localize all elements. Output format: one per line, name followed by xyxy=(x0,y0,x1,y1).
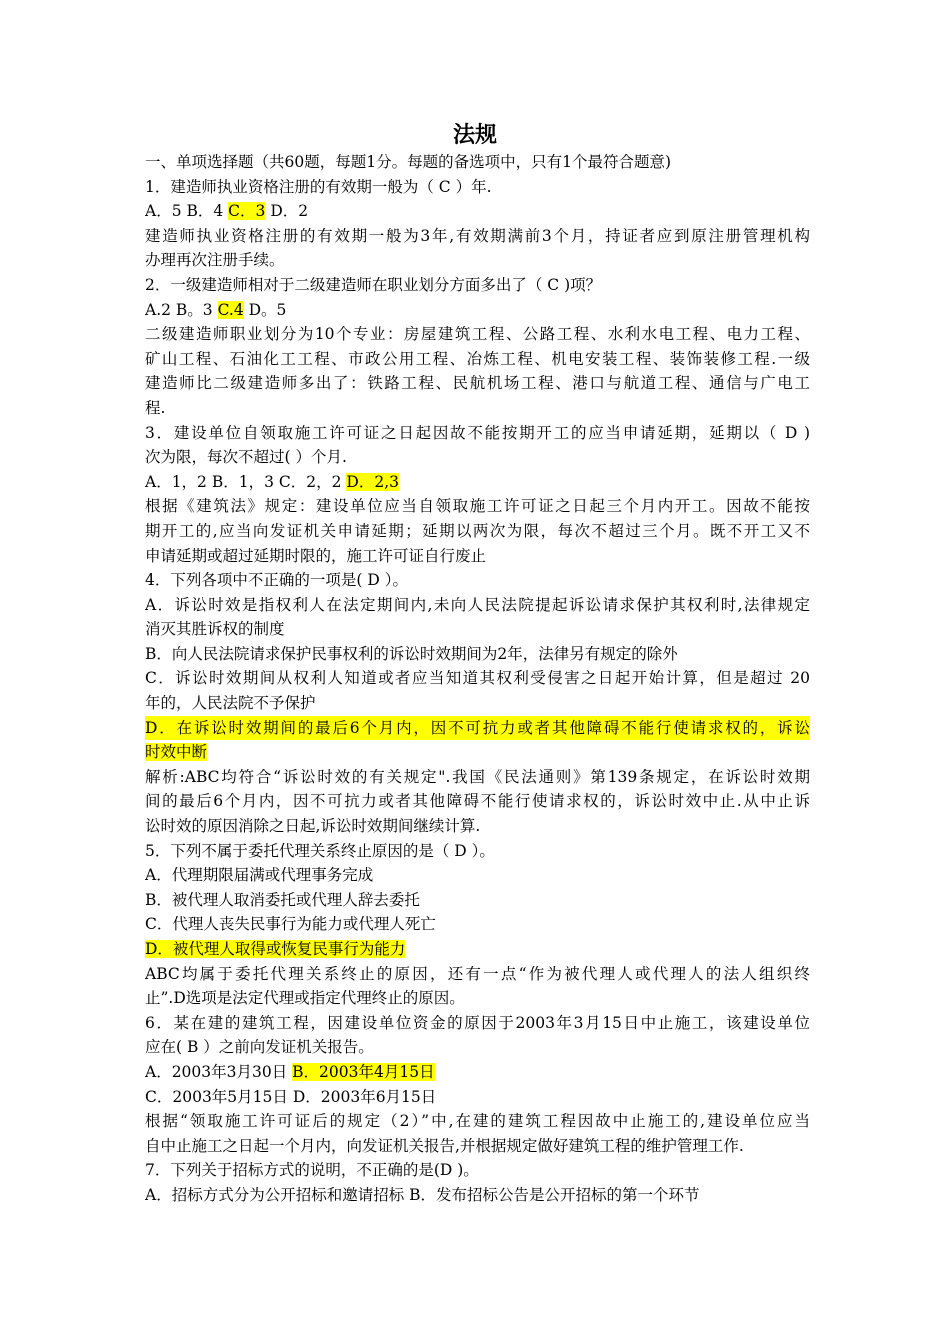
question-1-stem: 1．建造师执业资格注册的有效期一般为（ C ）年. xyxy=(145,177,492,196)
correct-answer-highlight: C．3 xyxy=(228,202,266,221)
question-7-stem: 7．下列关于招标方式的说明，不正确的是(D )。 xyxy=(145,1161,479,1180)
options-text: A．2003年3月30日 xyxy=(145,1062,293,1081)
option-a: 消灭其胜诉权的制度 xyxy=(145,620,285,639)
question-2-stem: 2．一级建造师相对于二级建造师在职业划分方面多出了（ C )项？ xyxy=(145,275,602,294)
question-1-explanation: 建造师执业资格注册的有效期一般为3年,有效期满前3个月，持证者应到原注册管理机构 xyxy=(145,226,810,245)
question-4-stem: 4．下列各项中不正确的一项是( D ）。 xyxy=(145,571,408,590)
question-6-options: C．2003年5月15日 D．2003年6月15日 xyxy=(145,1087,437,1106)
options-text: A．1，2 B．1，3 C．2，2 xyxy=(145,472,347,491)
option-d-correct xyxy=(145,740,810,765)
question-7-options: A．招标方式分为公开招标和邀请招标 B．发布招标公告是公开招标的第一个环节 xyxy=(145,1185,700,1204)
question-6-stem: 应在( B ）之前向发证机关报告。 xyxy=(145,1038,374,1057)
correct-answer-highlight: C.4 xyxy=(217,300,244,319)
question-1-explanation: 办理再次注册手续。 xyxy=(145,251,285,270)
question-3-options xyxy=(145,470,810,495)
options-text: D。5 xyxy=(243,300,287,319)
question-2-explanation: 程. xyxy=(145,398,166,417)
option-b: B．向人民法院请求保护民事权利的诉讼时效期间为2年，法律另有规定的除外 xyxy=(145,644,678,663)
option-c: 年的，人民法院不予保护 xyxy=(145,694,316,713)
question-5-explanation: 止”.D选项是法定代理或指定代理终止的原因。 xyxy=(145,989,465,1008)
option-b: B．被代理人取消委托或代理人辞去委托 xyxy=(145,890,420,909)
question-5-stem: 5．下列不属于委托代理关系终止原因的是（ D ）。 xyxy=(145,841,495,860)
option-a: A．代理期限届满或代理事务完成 xyxy=(145,866,374,885)
question-6-options xyxy=(145,1060,810,1085)
question-2-explanation: 建造师比二级建造师多出了：铁路工程、民航机场工程、港口与航道工程、通信与广电工 xyxy=(145,374,810,393)
correct-answer-highlight: D．被代理人取得或恢复民事行为能力 xyxy=(145,940,406,958)
section-heading: 一、单项选择题（共60题，每题1分。每题的备选项中，只有1个最符合题意) xyxy=(145,153,671,171)
option-d-correct-highlight: D．在诉讼时效期间的最后6个月内，因不可抗力或者其他障碍不能行使请求权的，诉讼 xyxy=(145,716,810,741)
page-title: 法规 xyxy=(452,122,497,148)
document-body xyxy=(145,150,810,1208)
option-c: C．代理人丧失民事行为能力或代理人死亡 xyxy=(145,915,436,934)
question-5-explanation: ABC均属于委托代理关系终止的原因，还有一点“作为被代理人或代理人的法人组织终 xyxy=(145,964,810,983)
question-6-explanation: 根据“领取施工许可证后的规定（2）”中,在建的建筑工程因故中止施工的,建设单位应当 xyxy=(145,1112,810,1131)
option-a: A．诉讼时效是指权利人在法定期间内,未向人民法院提起诉讼请求保护其权利时,法律规定 xyxy=(145,595,810,614)
question-4-explanation: 解析:ABC均符合“诉讼时效的有关规定".我国《民法通则》第139条规定，在诉讼时效期 xyxy=(145,767,810,786)
options-text: A.2 B。3 xyxy=(145,300,218,319)
option-d-correct xyxy=(145,937,810,962)
question-3-explanation: 期开工的,应当向发证机关申请延期；延期以两次为限，每次不超过三个月。既不开工又不 xyxy=(145,521,810,540)
question-2-explanation: 矿山工程、石油化工工程、市政公用工程、冶炼工程、机电安装工程、装饰装修工程.一级 xyxy=(145,349,810,368)
question-4-explanation: 间的最后6个月内，因不可抗力或者其他障碍不能行使请求权的，诉讼时效中止.从中止诉 xyxy=(145,792,810,811)
question-4-explanation: 讼时效的原因消除之日起,诉讼时效期间继续计算. xyxy=(145,817,481,836)
question-2-explanation: 二级建造师职业划分为10个专业：房屋建筑工程、公路工程、水利水电工程、电力工程、 xyxy=(145,325,810,344)
question-3-stem: 3．建设单位自领取施工许可证之日起因故不能按期开工的应当申请延期，延期以（ D ) xyxy=(145,423,810,442)
question-2-options xyxy=(145,298,810,323)
question-1-options xyxy=(145,199,810,224)
option-c: C．诉讼时效期间从权利人知道或者应当知道其权利受侵害之日起开始计算，但是超过 20 xyxy=(145,669,810,688)
options-text: D．2 xyxy=(265,202,309,221)
correct-answer-highlight: B．2003年4月15日 xyxy=(292,1062,435,1081)
question-3-explanation: 根据《建筑法》规定：建设单位应当自领取施工许可证之日起三个月内开工。因故不能按 xyxy=(145,497,810,516)
question-3-stem: 次为限，每次不超过( ）个月. xyxy=(145,448,347,467)
correct-answer-highlight: 时效中断 xyxy=(145,743,208,762)
correct-answer-highlight: D．2,3 xyxy=(346,472,399,491)
question-3-explanation: 申请延期或超过延期时限的，施工许可证自行废止 xyxy=(145,546,487,565)
question-6-stem: 6．某在建的建筑工程，因建设单位资金的原因于2003年3月15日中止施工，该建设单位 xyxy=(145,1013,810,1032)
options-text: A．5 B．4 xyxy=(145,202,229,221)
question-6-explanation: 自中止施工之日起一个月内，向发证机关报告,并根据规定做好建筑工程的维护管理工作. xyxy=(145,1136,744,1155)
